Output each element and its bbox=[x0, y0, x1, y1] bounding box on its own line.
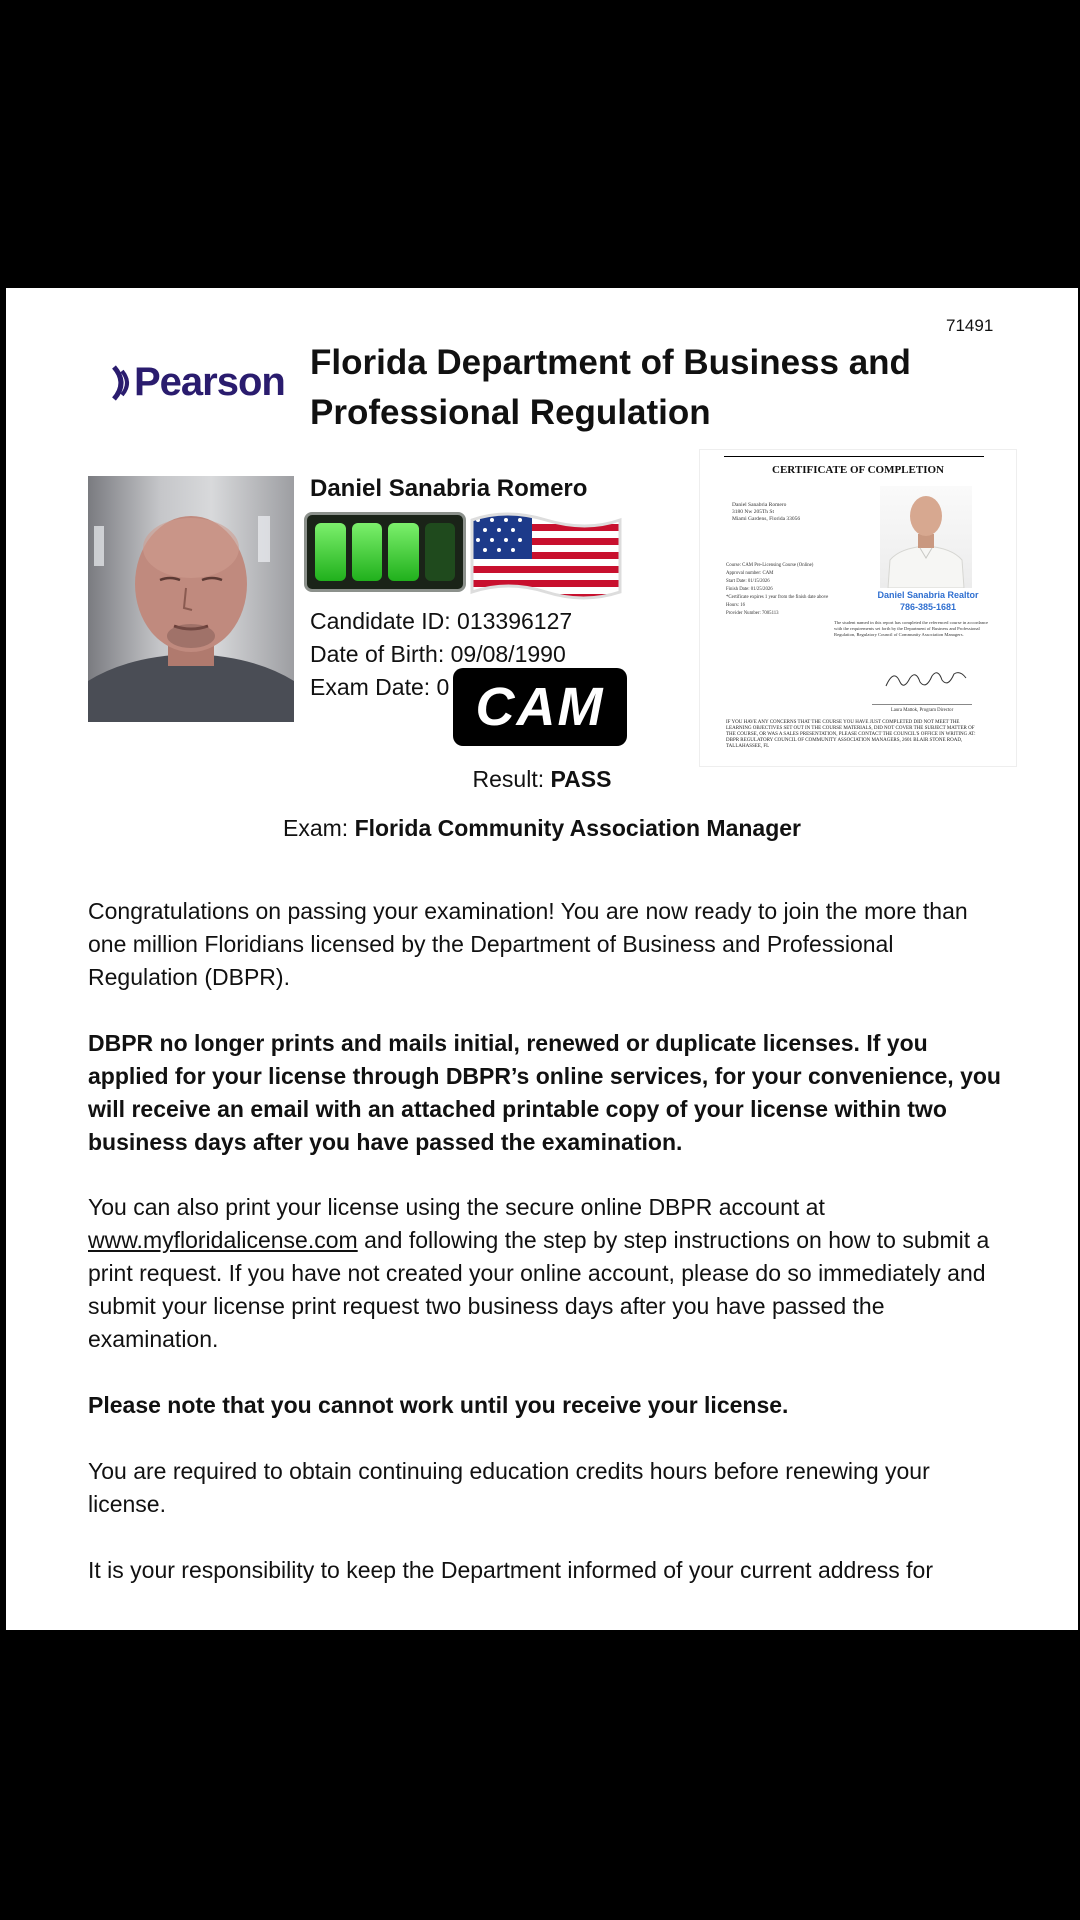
result-label: Result: bbox=[472, 766, 551, 792]
battery-sticker bbox=[304, 512, 466, 592]
print-license-text: and following the step by step instructions on how to submit a print request. If you have not created your online account, please do so immediately and submit your license print request two business days after you have passed the examination. bbox=[88, 1227, 990, 1352]
course-line: Course: CAM Pre-Licensing Course (Online) bbox=[726, 563, 814, 568]
battery-cell bbox=[352, 523, 383, 581]
certificate-notice: IF YOU HAVE ANY CONCERNS THAT THE COURSE YOU HAVE JUST COMPLETED DID NOT MEET THE LEARNING OBJECTIVES SET OUT IN THE COURSE MATERIALS, DID NOT COVER THE SUBJECT MATTER OF THE COURSE, OR WAS A SALES PRESENTATION, PLEASE CONTACT THE COUNCIL'S OFFICE IN WRITING AT: DBPR REGULATORY COUNCIL OF COMMUNITY ASSOCIATION MANAGERS, 2601 BLAIR STONE ROAD, TALLAHASSEE, FL bbox=[726, 720, 976, 749]
signature-line bbox=[872, 704, 972, 705]
course-line: Provider Number: 7005113 bbox=[726, 611, 779, 616]
continuing-education-paragraph: You are required to obtain continuing education credits hours before renewing your license. bbox=[88, 1458, 930, 1517]
battery-cell bbox=[315, 523, 346, 581]
certificate-promo-name: Daniel Sanabria Realtor bbox=[877, 590, 979, 600]
certificate-statement: The student named in this report has completed the referenced course in accordance with the requirements set forth by the Department of Business and Professional Regulation, Regulatory Council of Community Association Managers. bbox=[834, 620, 989, 637]
dbpr-license-notice: DBPR no longer prints and mails initial, renewed or duplicate licenses. If you applied for your license through DBPR’s online services, for your convenience, you will receive an email with an attached printable copy of your license within two business days after you have passed the examination. bbox=[88, 1030, 1001, 1155]
exam-name bbox=[6, 815, 1078, 842]
cam-sticker: CAM bbox=[453, 668, 627, 746]
certificate-title: CERTIFICATE OF COMPLETION bbox=[772, 464, 944, 476]
exam-result bbox=[6, 766, 1078, 793]
work-notice: Please note that you cannot work until you receive your license. bbox=[88, 1392, 789, 1418]
course-line: Approval number: CAM bbox=[726, 571, 774, 576]
certificate-of-completion bbox=[700, 450, 1016, 766]
course-line: Start Date: 01/15/2026 bbox=[726, 579, 770, 584]
pearson-logo-text: Pearson bbox=[134, 360, 285, 404]
exam-label: Exam: bbox=[282, 815, 355, 841]
print-license-text: You can also print your license using the secure online DBPR account at bbox=[88, 1194, 825, 1220]
certificate-portrait bbox=[880, 486, 972, 588]
exam-date: Exam Date: 0 bbox=[310, 674, 450, 700]
address-responsibility-paragraph: It is your responsibility to keep the Department informed of your current address for bbox=[88, 1557, 934, 1583]
director-signature bbox=[880, 664, 970, 694]
us-flag-sticker bbox=[466, 510, 624, 602]
document-id-number: 71491 bbox=[946, 316, 994, 335]
date-of-birth: Date of Birth: 09/08/1990 bbox=[310, 641, 566, 667]
pearson-logo-icon bbox=[112, 365, 134, 401]
candidate-photo bbox=[88, 476, 294, 722]
myfloridalicense-link[interactable]: www.myfloridalicense.com bbox=[88, 1227, 358, 1253]
candidate-id: Candidate ID: 013396127 bbox=[310, 608, 573, 634]
battery-cell bbox=[388, 523, 419, 581]
document-page bbox=[6, 288, 1078, 1630]
congratulations-paragraph: Congratulations on passing your examination! You are now ready to join the more than one million Floridians licensed by the Department of Business and Professional Regulation (DBPR). bbox=[88, 898, 968, 990]
candidate-name: Daniel Sanabria Romero bbox=[310, 475, 588, 502]
agency-title: Florida Department of Business and Professional Regulation bbox=[310, 343, 911, 432]
course-line: Hours: 16 bbox=[726, 603, 746, 608]
certificate-address bbox=[732, 502, 852, 523]
battery-cell bbox=[425, 523, 456, 581]
course-line: Finish Date: 01/25/2026 bbox=[726, 587, 773, 592]
address-line: 3180 Nw 205Th St bbox=[732, 509, 775, 515]
exam-value: Florida Community Association Manager bbox=[354, 815, 801, 841]
course-line: *Certificate expires 1 year from the finish date above bbox=[726, 595, 829, 600]
certificate-top-rule bbox=[724, 456, 984, 457]
certificate-course-details bbox=[726, 562, 856, 618]
result-value: PASS bbox=[550, 766, 612, 792]
address-line: Daniel Sanabria Romero bbox=[732, 502, 787, 508]
pearson-logo bbox=[112, 360, 285, 405]
print-license-paragraph bbox=[88, 1191, 1008, 1356]
address-line: Miami Gardens, Florida 33056 bbox=[732, 516, 801, 522]
certificate-director: Laura Mattok, Program Director bbox=[890, 708, 954, 713]
certificate-promo-phone: 786-385-1681 bbox=[899, 602, 957, 612]
